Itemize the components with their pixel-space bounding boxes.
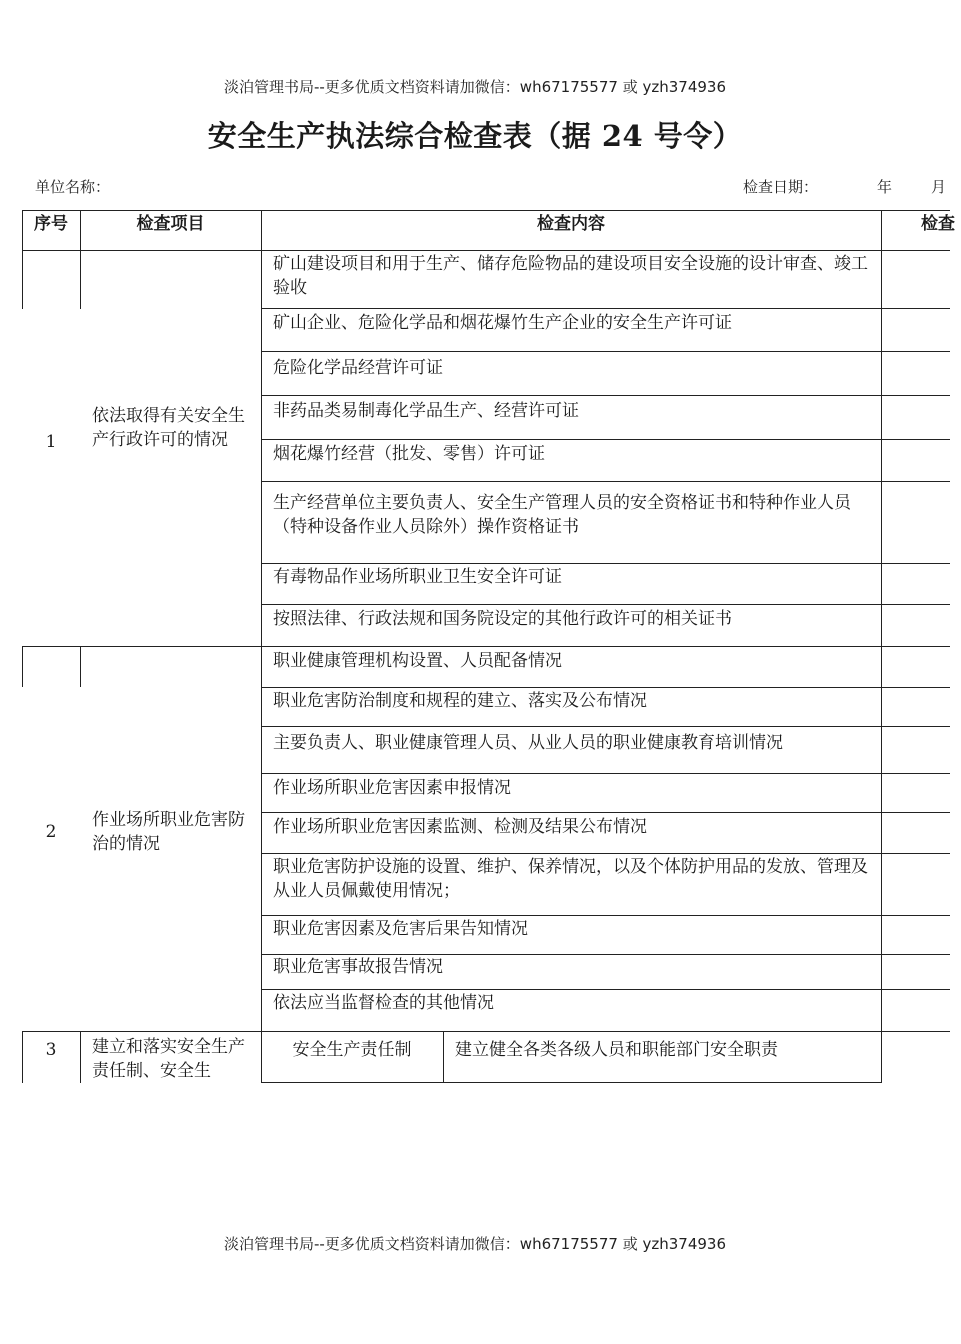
content-row: 矿山建设项目和用于生产、储存危险物品的建设项目安全设施的设计审查、竣工验收 <box>273 254 868 298</box>
column-header-item: 检查项目 <box>136 214 205 234</box>
content-row: 有毒物品作业场所职业卫生安全许可证 <box>273 567 562 587</box>
content-row: 职业健康管理机构设置、人员配备情况 <box>273 651 562 671</box>
section-1-seq: 1 <box>45 432 57 452</box>
column-header-content: 检查内容 <box>537 214 605 234</box>
content-row: 职业危害事故报告情况 <box>273 957 443 977</box>
content-row: 职业危害防护设施的设置、维护、保养情况，以及个体防护用品的发放、管理及从业人员佩戴使用情况； <box>273 857 868 901</box>
content-row: 建立健全各类各级人员和职能部门安全职责 <box>455 1040 778 1060</box>
content-row: 作业场所职业危害因素申报情况 <box>273 778 511 798</box>
column-header-seq: 序号 <box>34 214 68 234</box>
content-row: 危险化学品经营许可证 <box>273 358 443 378</box>
content-row: 烟花爆竹经营（批发、零售）许可证 <box>273 444 545 464</box>
section-1-item: 依法取得有关安全生产行政许可的情况 <box>92 406 245 450</box>
section-2-item: 作业场所职业危害防治的情况 <box>92 810 245 854</box>
header-watermark: 淡泊管理书局--更多优质文档资料请加微信：wh67175577 或 yzh374936 <box>223 78 726 96</box>
content-row: 职业危害防治制度和规程的建立、落实及公布情况 <box>273 691 647 711</box>
footer-watermark: 淡泊管理书局--更多优质文档资料请加微信：wh67175577 或 yzh374936 <box>223 1235 726 1253</box>
content-row: 矿山企业、危险化学品和烟花爆竹生产企业的安全生产许可证 <box>273 313 732 333</box>
section-3-seq: 3 <box>45 1040 57 1060</box>
content-row: 作业场所职业危害因素监测、检测及结果公布情况 <box>273 817 647 837</box>
content-row: 按照法律、行政法规和国务院设定的其他行政许可的相关证书 <box>273 609 732 629</box>
page-title: 安全生产执法综合检查表（据 24 号令） <box>207 119 743 153</box>
column-header-result: 检查 <box>921 214 955 234</box>
date-month-label: 月 <box>931 178 947 196</box>
inspection-date-label: 检查日期： <box>743 178 819 196</box>
date-year-label: 年 <box>877 178 893 196</box>
content-row: 生产经营单位主要负责人、安全生产管理人员的安全资格证书和特种作业人员（特种设备作业人员除外）操作资格证书 <box>273 493 851 537</box>
content-row: 主要负责人、职业健康管理人员、从业人员的职业健康教育培训情况 <box>273 733 783 753</box>
section-3-item: 建立和落实安全生产责任制、安全生 <box>92 1037 245 1081</box>
content-row: 职业危害因素及危害后果告知情况 <box>273 919 528 939</box>
content-row: 依法应当监督检查的其他情况 <box>273 993 494 1013</box>
unit-name-label: 单位名称： <box>35 178 111 196</box>
section-3-sub-item: 安全生产责任制 <box>292 1040 412 1060</box>
content-row: 非药品类易制毒化学品生产、经营许可证 <box>273 401 579 421</box>
section-2-seq: 2 <box>45 822 57 842</box>
